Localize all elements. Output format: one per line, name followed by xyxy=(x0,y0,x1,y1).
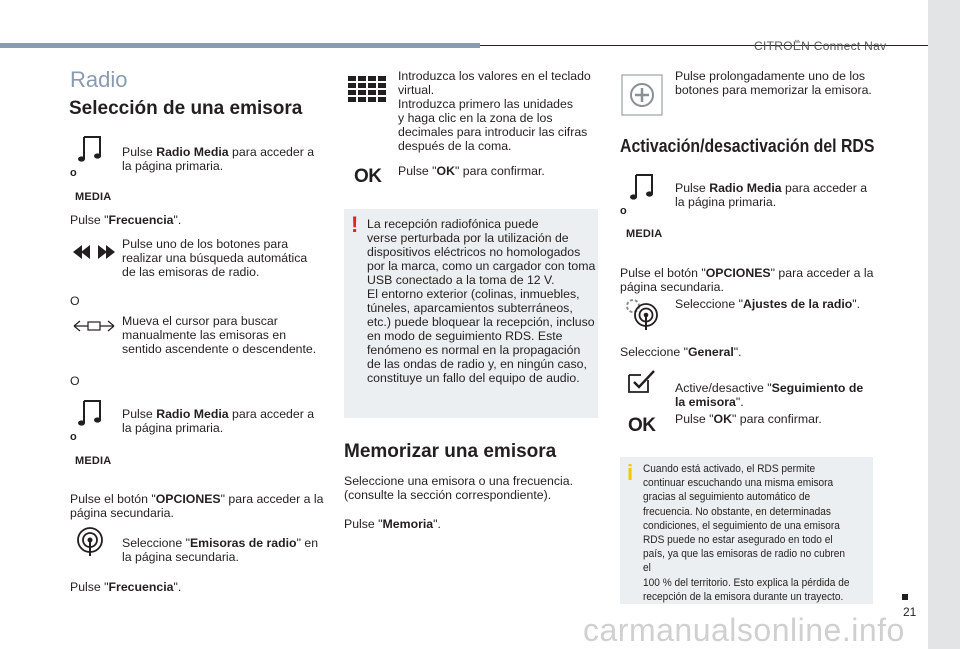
step-text-tail: para acceder a la página primaria. xyxy=(122,145,315,173)
step-radio-media-1 xyxy=(122,131,314,173)
ok-confirm-instruction-rds xyxy=(675,412,822,426)
long-press-instruction: Pulse prolongadamente uno de los botones para memorizar la emisora. xyxy=(675,69,872,97)
text-tail: ". xyxy=(733,345,742,359)
step-seek-buttons: Pulse uno de los botones para realizar una búsqueda automática de las emisoras de radio. xyxy=(122,237,308,279)
ok-icon: OK xyxy=(628,415,656,436)
text: Pulse el botón " xyxy=(620,266,706,280)
info-icon: i xyxy=(627,460,634,485)
ok-icon: OK xyxy=(354,166,382,187)
text: Pulse " xyxy=(70,213,109,227)
text: Pulse " xyxy=(398,164,437,178)
text: Seleccione " xyxy=(122,536,190,550)
or-letter: o xyxy=(70,431,77,443)
pulse-frequency-2 xyxy=(70,580,181,594)
info-box xyxy=(620,457,873,604)
text: Seleccione " xyxy=(675,297,743,311)
or-letter: o xyxy=(620,205,627,217)
warning-icon: ! xyxy=(351,212,359,237)
warning-text: La recepción radiofónica puede verse perturbada por la utilización de dispositivos eléctricos no homologados por la marca, como un cargador con toma USB conectado a la toma de 12 V. El entorno exterior (colinas, inmuebles, túneles, aparcamientos subterráneos, etc.) puede bloquear la recepción, incluso en modo de seguimiento RDS. Este fenómeno es normal en la propagación de las ondas de radio y, en ningún caso, constituye un fallo del equipo de audio. xyxy=(367,217,596,385)
media-button-label: MEDIA xyxy=(75,455,112,467)
heading-memorize: Memorizar una emisora xyxy=(344,441,557,462)
step-text: Pulse xyxy=(675,181,710,195)
step-text: Pulse xyxy=(122,145,157,159)
text-bold: Frecuencia xyxy=(108,580,174,594)
keypad-icon xyxy=(348,76,386,103)
text-bold: OK xyxy=(436,164,455,178)
add-preset-icon xyxy=(621,74,663,116)
text-tail: ". xyxy=(173,213,182,227)
warning-box xyxy=(344,209,598,418)
step-bold: Radio Media xyxy=(156,145,229,159)
select-radio-stations xyxy=(122,522,318,564)
slider-cursor-icon xyxy=(73,320,115,332)
media-button-label: MEDIA xyxy=(626,228,663,240)
header-brand: CITROËN Connect Nav xyxy=(754,39,887,53)
pulse-frequency-1 xyxy=(70,213,181,227)
memoria-instruction xyxy=(344,517,441,531)
watermark: carmanualsonline.info xyxy=(583,612,905,648)
text-bold: Ajustes de la radio xyxy=(742,297,853,311)
text-tail: " para confirmar. xyxy=(732,412,822,426)
radio-stations-icon xyxy=(76,527,104,557)
info-text: Cuando está activado, el RDS permite continuar escuchando una misma emisora gracias al seguimiento automático de frecuencia. No obstante, en determinadas condiciones, el seguimiento de una emisora RDS puede no estar asegurado en todo el país, ya que las emisoras de radio no cubren el 100 % del territorio. Esto explica la pérdida de recepción de la emisora durante un trayecto. xyxy=(643,463,850,603)
heading-select-station: Selección de una emisora xyxy=(69,98,303,119)
text: Pulse " xyxy=(70,580,109,594)
text-bold: OK xyxy=(713,412,732,426)
text-bold: Seguimiento de la emisora xyxy=(675,381,864,409)
text-tail: ". xyxy=(735,395,744,409)
page-side-strip xyxy=(928,0,960,649)
text-bold: Emisoras de radio xyxy=(189,536,297,550)
or-text: O xyxy=(70,374,80,388)
page-number: 21 xyxy=(903,605,917,619)
page-number-marker xyxy=(902,594,908,600)
music-note-icon xyxy=(629,171,657,201)
radio-settings-icon xyxy=(624,297,660,331)
text-tail: ". xyxy=(852,297,861,311)
or-letter: o xyxy=(70,167,77,179)
memorize-instruction: Seleccione una emisora o una frecuencia. (consulte la sección correspondiente). xyxy=(344,474,573,502)
options-instruction-rds xyxy=(620,252,873,294)
step-radio-media-rds xyxy=(675,167,867,209)
text-tail: ". xyxy=(433,517,441,531)
text: Pulse " xyxy=(344,517,383,531)
keypad-instructions: Introduzca los valores en el teclado virtual. Introduzca primero las unidades y haga clic en la zona de los decimales para introducir las cifras después de la coma. xyxy=(398,69,591,153)
heading-rds: Activación/desactivación del RDS xyxy=(620,136,875,156)
text-bold: General xyxy=(687,345,734,359)
section-label: Radio xyxy=(70,67,128,92)
step-radio-media-2 xyxy=(122,393,314,435)
step-move-cursor: Mueva el cursor para buscar manualmente las emisoras en sentido ascendente o descendente. xyxy=(122,314,317,356)
step-text-tail: para acceder a la página primaria. xyxy=(675,181,868,209)
or-text: O xyxy=(70,294,80,308)
step-text-tail: para acceder a la página primaria. xyxy=(122,407,315,435)
header-rule-left xyxy=(0,43,480,48)
text-tail: " para confirmar. xyxy=(455,164,545,178)
step-text: Pulse xyxy=(122,407,157,421)
music-note-icon xyxy=(77,133,105,163)
text: Pulse " xyxy=(675,412,714,426)
select-general xyxy=(620,345,742,359)
step-bold: Radio Media xyxy=(709,181,782,195)
select-radio-settings xyxy=(675,297,860,311)
text-bold: OPCIONES xyxy=(705,266,771,280)
seek-buttons-icon xyxy=(73,245,115,259)
music-note-icon xyxy=(77,397,105,427)
toggle-station-tracking xyxy=(675,367,863,409)
text-bold: Memoria xyxy=(382,517,434,531)
text: Seleccione " xyxy=(620,345,688,359)
text-bold: Frecuencia xyxy=(108,213,174,227)
text-bold: OPCIONES xyxy=(155,492,221,506)
text-tail: " para acceder a la página secundaria. xyxy=(620,266,874,294)
text-tail: ". xyxy=(173,580,182,594)
step-bold: Radio Media xyxy=(156,407,229,421)
text: Active/desactive " xyxy=(675,381,772,395)
text-tail: " en la página secundaria. xyxy=(122,536,319,564)
text: Pulse el botón " xyxy=(70,492,156,506)
options-instruction xyxy=(70,478,323,520)
text-tail: " para acceder a la página secundaria. xyxy=(70,492,324,520)
checkbox-icon xyxy=(628,369,656,393)
ok-confirm-instruction xyxy=(398,164,545,178)
media-button-label: MEDIA xyxy=(75,191,112,203)
